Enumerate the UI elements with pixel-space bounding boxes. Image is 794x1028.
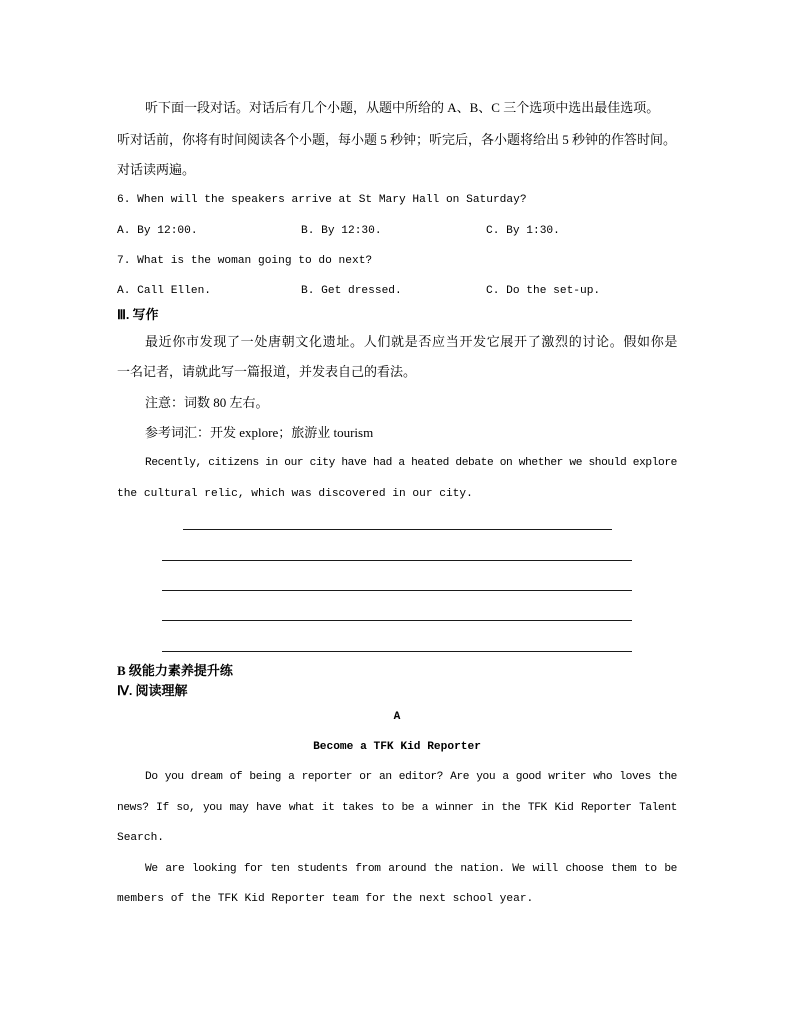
passage-paragraph-line: Do you dream of being a reporter or an editor? Are you a good writer who loves the xyxy=(145,771,677,783)
passage-label: A xyxy=(393,711,401,723)
writing-opening-line: the cultural relic, which was discovered in our city. xyxy=(117,488,473,500)
listening-instruction-line: 听下面一段对话。对话后有几个小题，从题中所给的 A、B、C 三个选项中选出最佳选项。 xyxy=(145,100,660,115)
question-6-option-c: C. By 1:30. xyxy=(486,225,560,237)
question-7-option-b: B. Get dressed. xyxy=(301,285,402,297)
writing-section-heading: Ⅲ. 写作 xyxy=(117,307,159,322)
writing-note: 注意：词数 80 左右。 xyxy=(145,395,269,410)
writing-prompt-line: 一名记者，请就此写一篇报道，并发表自己的看法。 xyxy=(117,364,417,379)
answer-line xyxy=(162,651,632,652)
writing-vocabulary: 参考词汇：开发 explore；旅游业 tourism xyxy=(145,425,374,440)
listening-instruction-line: 听对话前，你将有时间阅读各个小题，每小题 5 秒钟；听完后，各小题将给出 5 秒钟的作答时间。 xyxy=(117,132,677,147)
listening-instruction-line: 对话读两遍。 xyxy=(117,162,196,177)
writing-opening-line: Recently, citizens in our city have had a heated debate on whether we should explore xyxy=(145,457,677,469)
question-7-stem: 7. What is the woman going to do next? xyxy=(117,255,373,267)
reading-section-heading: Ⅳ. 阅读理解 xyxy=(117,683,188,698)
passage-paragraph-line: Search. xyxy=(117,832,164,844)
level-b-heading: B 级能力素养提升练 xyxy=(117,663,233,678)
question-6-options xyxy=(117,221,677,241)
passage-title: Become a TFK Kid Reporter xyxy=(313,741,481,753)
question-6-option-a: A. By 12:00. xyxy=(117,225,198,237)
passage-paragraph-line: members of the TFK Kid Reporter team for the next school year. xyxy=(117,893,534,905)
passage-paragraph-line: news? If so, you may have what it takes to be a winner in the TFK Kid Reporter Talent xyxy=(117,802,677,814)
answer-line xyxy=(162,590,632,591)
passage-paragraph-line: We are looking for ten students from around the nation. We will choose them to be xyxy=(145,863,677,875)
question-7-options xyxy=(117,281,677,301)
question-7-option-c: C. Do the set-up. xyxy=(486,285,601,297)
answer-line xyxy=(162,620,632,621)
answer-line xyxy=(183,529,612,530)
answer-line xyxy=(162,560,632,561)
question-6-stem: 6. When will the speakers arrive at St Mary Hall on Saturday? xyxy=(117,194,527,206)
question-7-option-a: A. Call Ellen. xyxy=(117,285,211,297)
writing-prompt-line: 最近你市发现了一处唐朝文化遗址。人们就是否应当开发它展开了激烈的讨论。假如你是 xyxy=(145,334,677,349)
question-6-option-b: B. By 12:30. xyxy=(301,225,382,237)
